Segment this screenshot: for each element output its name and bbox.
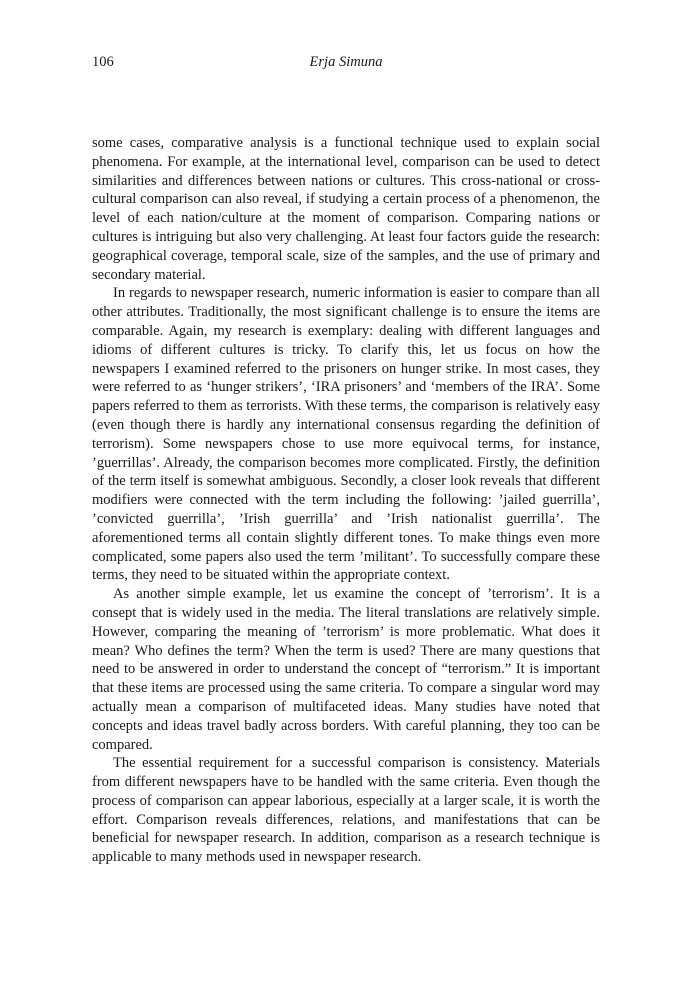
page-header — [92, 54, 600, 74]
body-text — [92, 134, 600, 867]
paragraph: As another simple example, let us examine the concept of ’terrorism’. It is a consept that is widely used in the media. The literal translations are relatively simple. However, comparing the meaning of ’terrorism’ is more problematic. What does it mean? Who defines the term? When the term is used? There are many questions that need to be answered in order to understand the concept of “terrorism.” It is important that these items are processed using the same criteria. To compare a singular word may actually mean a comparison of multifaceted ideas. Many studies have noted that concepts and ideas travel badly across borders. With careful planning, they too can be compared. — [92, 586, 600, 753]
page-number: 106 — [92, 54, 114, 70]
paragraph: In regards to newspaper research, numeric information is easier to compare than all other attributes. Traditionally, the most significant challenge is to ensure the items are comparable. Again, my research is exemplary: dealing with different languages and idioms of different cultures is tricky. To clarify this, let us focus on how the newspapers I examined referred to the prisoners on hunger strike. In most cases, they were referred to as ‘hunger strikers’, ‘IRA prisoners’ and ‘members of the IRA’. Some papers referred to them as terrorists. With these terms, the comparison is relatively easy (even though there is hardly any international consensus regarding the definition of terrorism). Some newspapers chose to use more equivocal terms, for instance, ’guerrillas’. Already, the comparison becomes more complicated. Firstly, the definition of the term itself is somewhat ambiguous. Secondly, a closer look reveals that different modifiers were connected with the term including the following: ’jailed guerrilla’, ’convicted guerrilla’, ’Irish guerrilla’ and ’Irish nationalist guerrilla’. The aforementioned terms all contain slightly different tones. To make things even more complicated, some papers also used the term ’militant’. To successfully compare these terms, they need to be situated within the appropriate context. — [92, 285, 600, 584]
running-head-author: Erja Simuna — [309, 54, 383, 70]
paragraph: some cases, comparative analysis is a functional technique used to explain social phenomena. For example, at the international level, comparison can be used to detect similarities and differences between nations or cultures. This cross-national or cross-cultural comparison can also reveal, if studying a certain process of a phenomenon, the level of each nation/culture at the moment of comparison. Comparing nations or cultures is intriguing but also very challenging. At least four factors guide the research: geographical coverage, temporal scale, size of the samples, and the use of primary and secondary material. — [92, 135, 600, 283]
paragraph: The essential requirement for a successful comparison is consistency. Materials from different newspapers have to be handled with the same criteria. Even though the process of comparison can appear laborious, especially at a larger scale, it is worth the effort. Comparison reveals differences, relations, and manifestations that can be beneficial for newspaper research. In addition, comparison as a research technique is applicable to many methods used in newspaper research. — [92, 755, 600, 866]
